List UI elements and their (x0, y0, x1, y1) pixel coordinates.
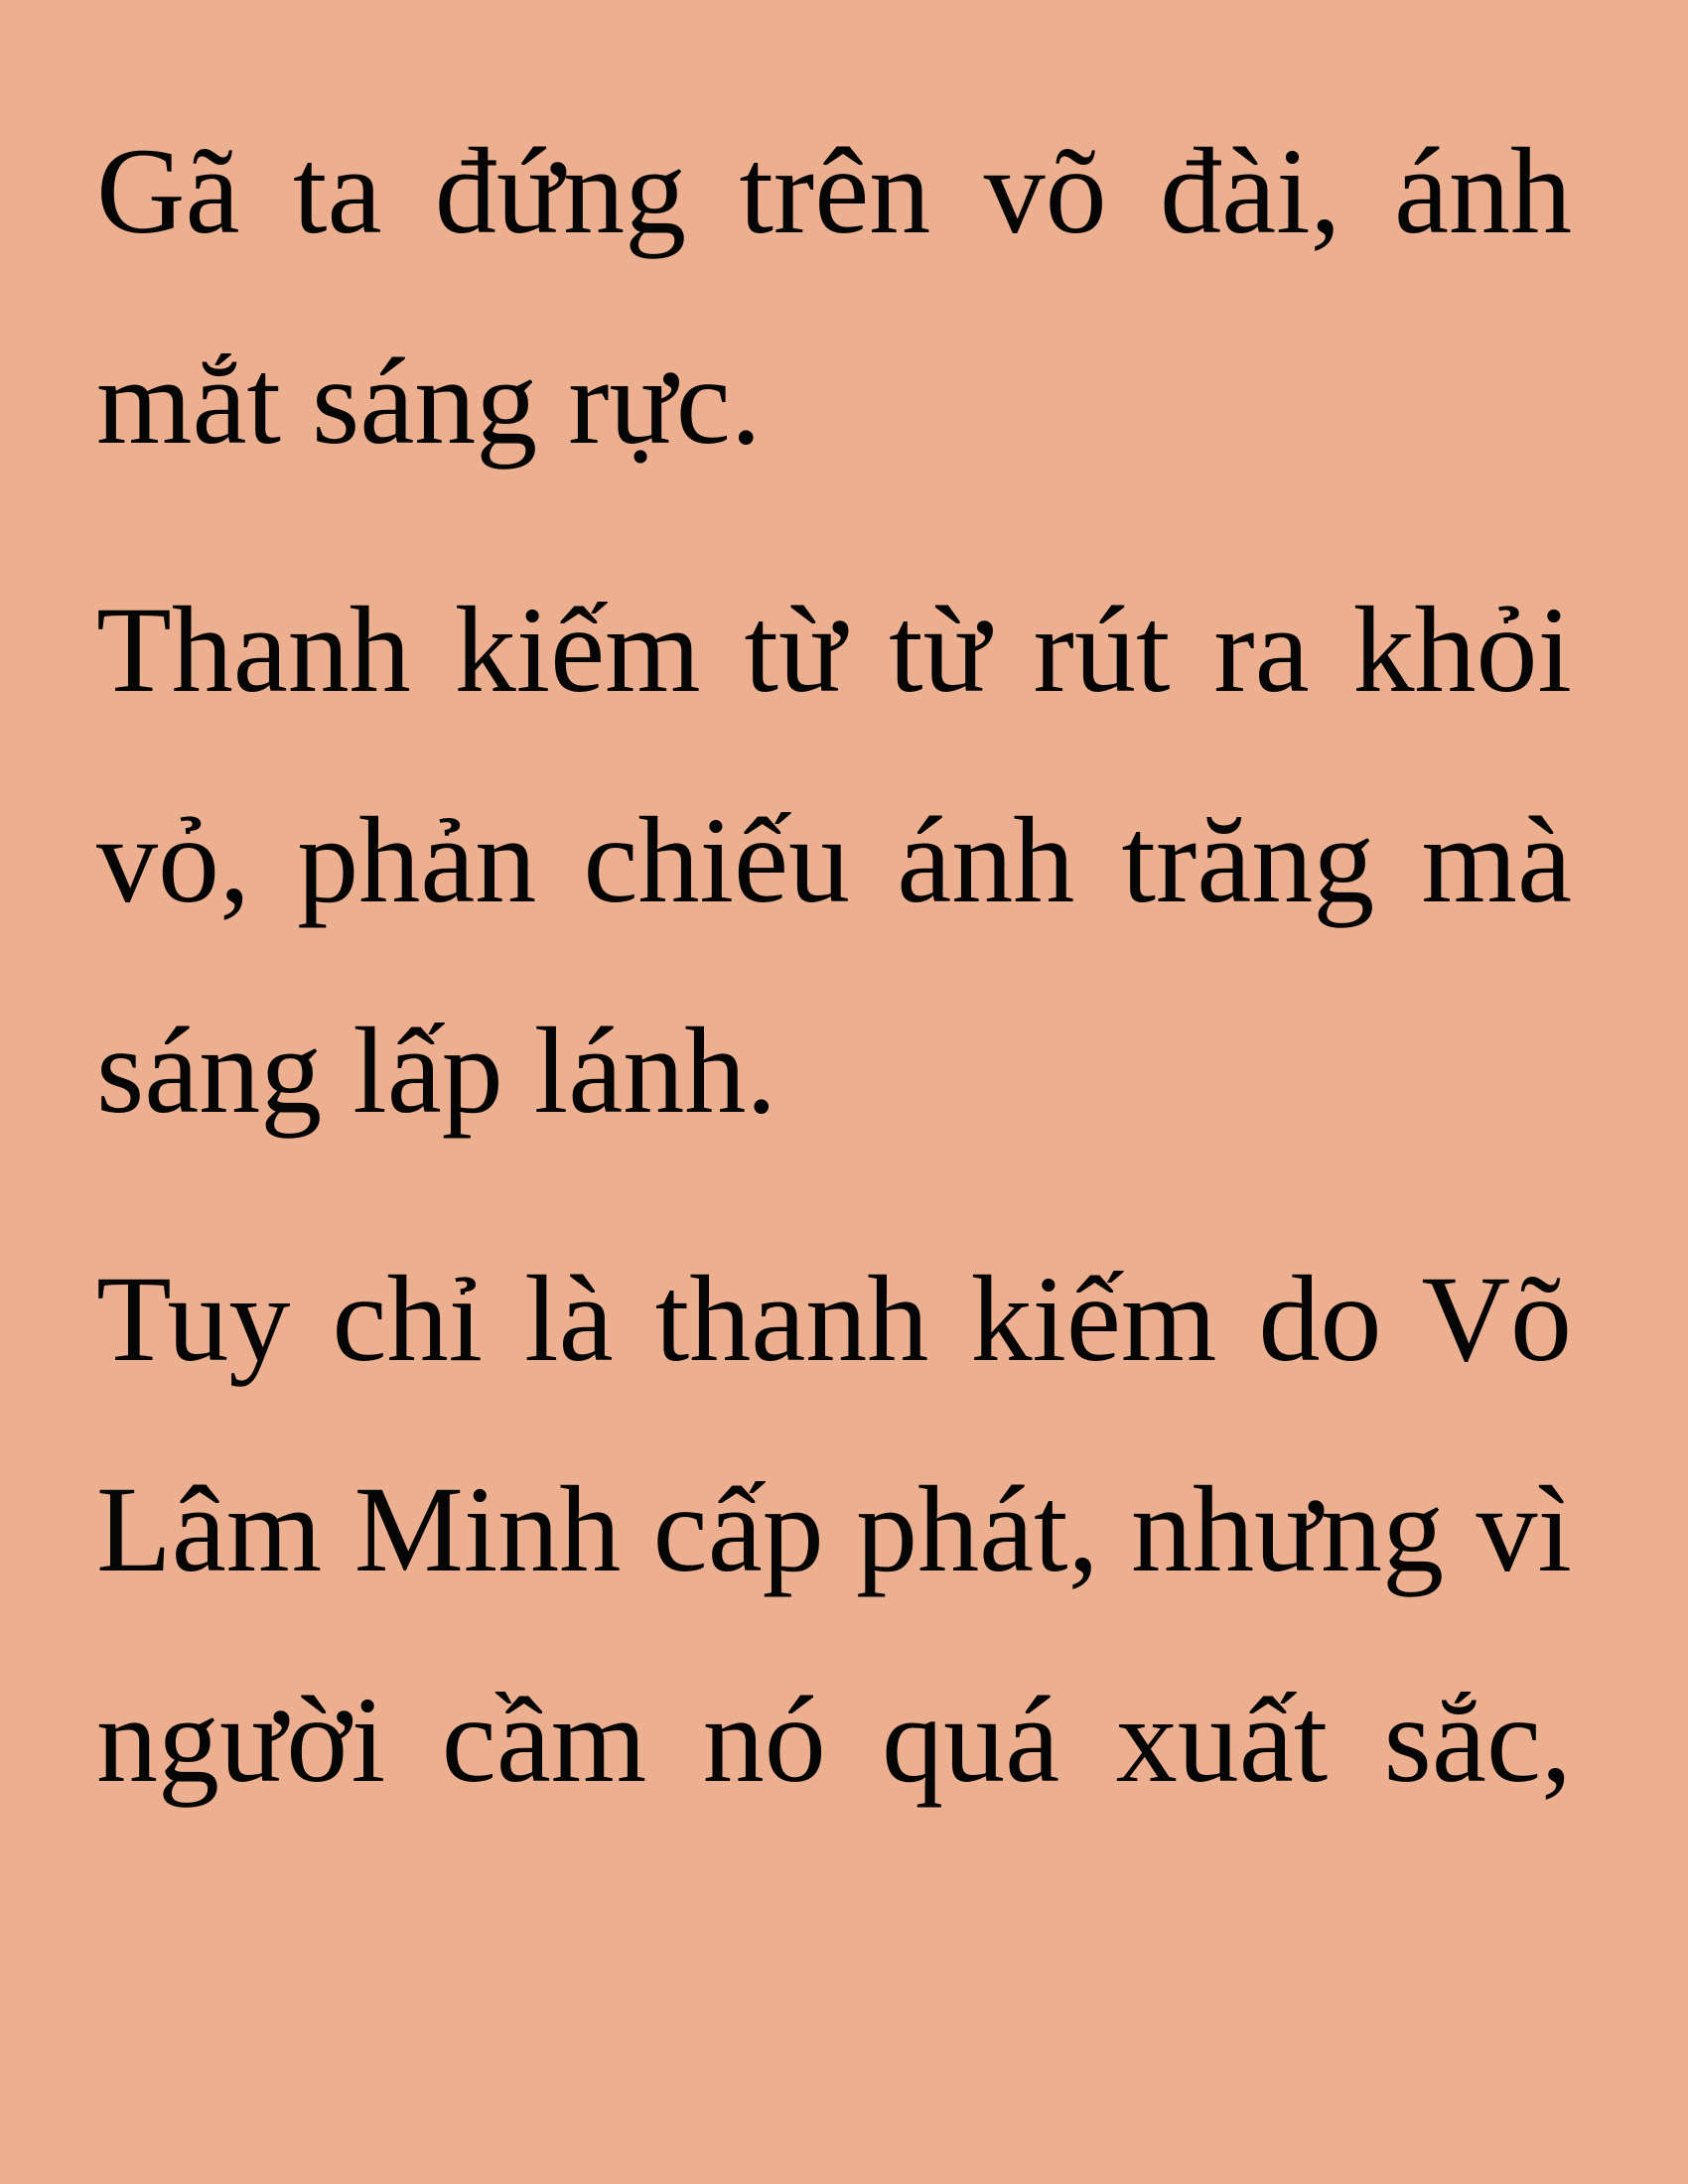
text-line: vỏ, phản chiếu ánh trăng mà (96, 792, 1572, 928)
text-line: Lâm Minh cấp phát, nhưng vì (96, 1461, 1572, 1597)
paragraph (96, 1214, 1572, 1845)
text-line: mắt sáng rực. (96, 334, 762, 470)
paragraph (96, 86, 1572, 507)
text-line: Thanh kiếm từ từ rút ra khỏi (96, 582, 1572, 718)
text-line: người cầm nó quá xuất sắc, (96, 1672, 1572, 1808)
text-line: Tuy chỉ là thanh kiếm do Võ (96, 1251, 1572, 1387)
text-line: Gã ta đứng trên võ đài, ánh (96, 123, 1572, 259)
text-line: sáng lấp lánh. (96, 1003, 777, 1139)
paragraph (96, 545, 1572, 1176)
